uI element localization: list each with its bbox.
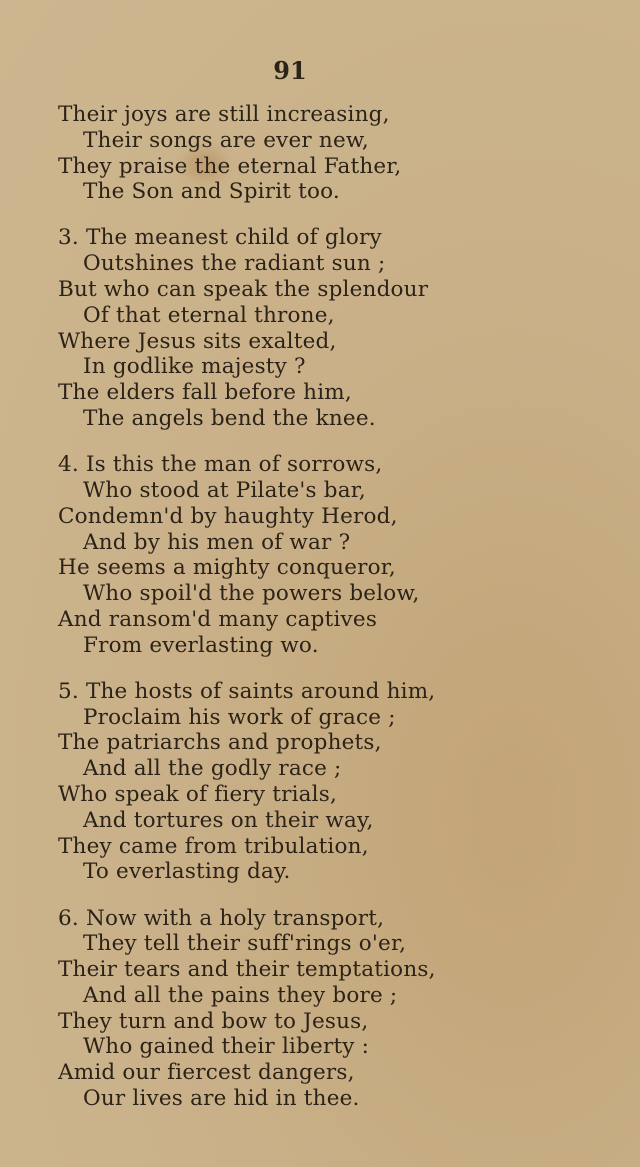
verse-line: The patriarchs and prophets, [58,730,382,756]
verse-line: They praise the eternal Father, [58,153,402,179]
verse-line: And all the godly race ; [83,756,342,782]
verse-line: Our lives are hid in thee. [83,1086,360,1112]
verse-line: And all the pains they bore ; [83,982,398,1008]
verse-line: 6. Now with a holy transport, [58,905,385,931]
verse-line: Who stood at Pilate's bar, [83,477,366,503]
verse-line: Where Jesus sits exalted, [58,328,337,354]
verse-line: They tell their suff'rings o'er, [83,931,407,957]
verse-line: Their tears and their temptations, [58,957,436,983]
verse-line: Proclaim his work of grace ; [83,704,396,730]
verse-line: Amid our fiercest dangers, [58,1060,355,1086]
verse-line: To everlasting day. [83,859,291,885]
verse-line: Condemn'd by haughty Herod, [58,503,398,529]
verse-line: In godlike majesty ? [83,354,306,380]
verse-line: The angels bend the knee. [83,406,376,432]
verse-line: 3. The meanest child of glory [58,225,382,251]
verse-line: Who spoil'd the powers below, [83,581,420,607]
stanza [58,102,638,205]
page-number: 91 [273,56,307,85]
verse-line: From everlasting wo. [83,632,319,658]
verse-line: Their songs are ever new, [83,127,369,153]
verse-line: The Son and Spirit too. [83,179,340,205]
verse-line: They came from tribulation, [58,833,369,859]
verse-line: 4. Is this the man of sorrows, [58,452,383,478]
stanza [58,452,638,658]
verse-line: And by his men of war ? [83,529,351,555]
stanza [58,906,638,1112]
hymn-text [58,102,638,1132]
verse-line: Their joys are still increasing, [58,102,390,127]
stanza [58,679,638,885]
verse-line: The elders fall before him, [58,380,352,406]
verse-line: Outshines the radiant sun ; [83,251,386,277]
verse-line: Who speak of fiery trials, [58,782,338,808]
verse-line: 5. The hosts of saints around him, [58,678,436,704]
stanza [58,225,638,431]
verse-line: Who gained their liberty : [83,1034,370,1060]
verse-line: Of that eternal throne, [83,302,335,328]
verse-line: They turn and bow to Jesus, [58,1008,369,1034]
verse-line: And ransom'd many captives [58,606,378,632]
verse-line: He seems a mighty conqueror, [58,555,396,581]
verse-line: And tortures on their way, [83,807,374,833]
verse-line: But who can speak the splendour [58,277,429,303]
